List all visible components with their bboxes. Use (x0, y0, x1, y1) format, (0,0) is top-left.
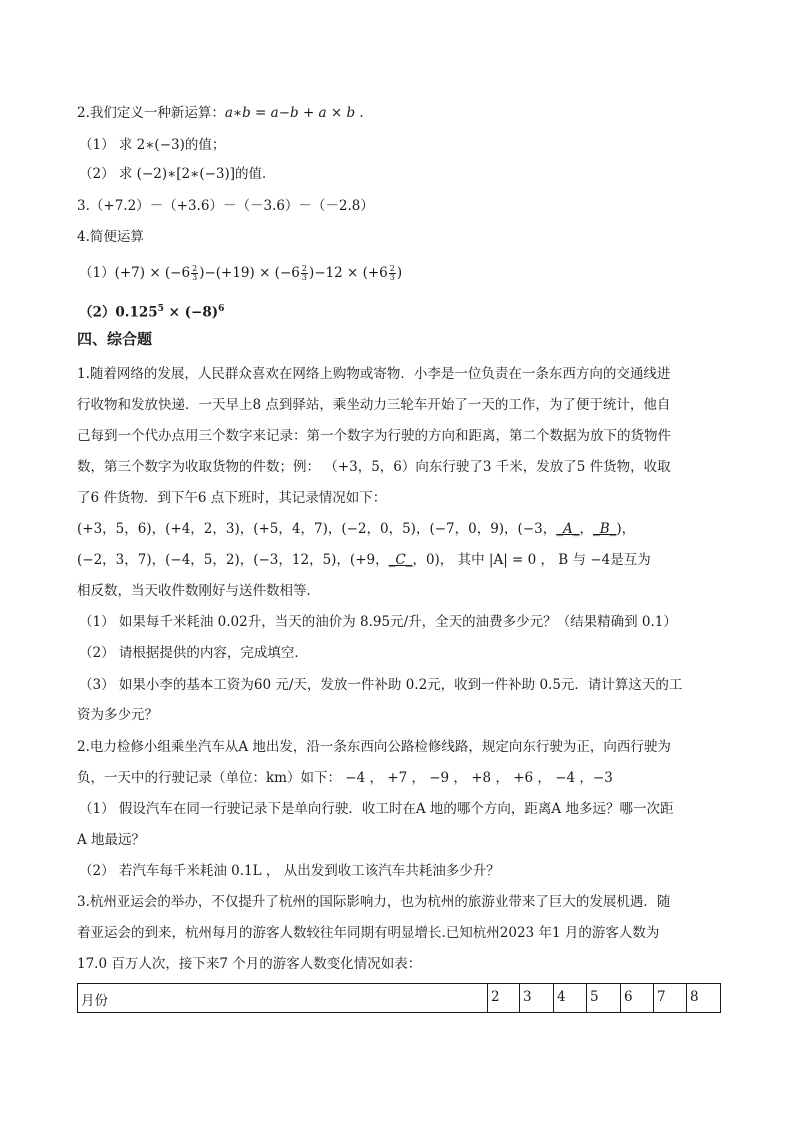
fraction-numerator: 2 (389, 264, 395, 273)
table-cell: 4 (554, 984, 587, 1013)
record-text: (+3，5，6)，(+4，2，3)，(+5，4，7)，(−2，0，5)，(−7，0，9)，(−3， (77, 521, 557, 537)
expr-part-a: （1）(+7) × (−6 (79, 265, 191, 281)
exponent: 6 (218, 304, 225, 314)
question-4-part-1 (79, 260, 402, 286)
problem-2-line: 负，一天中的行驶记录（单位：km）如下： −4 ， +7 ， −9 ， +8 ， +6 ， −4 ，−3 (77, 770, 613, 786)
problem-3-line: 17.0 百万人次，接下来7 个月的游客人数变化情况如表： (77, 956, 422, 972)
question-4: 4.简便运算 (77, 229, 144, 245)
fraction-denominator: 3 (389, 273, 395, 282)
period: . (355, 105, 364, 121)
separator: ， (579, 521, 593, 537)
table-cell: 3 (520, 984, 554, 1013)
table-cell: 7 (654, 984, 687, 1013)
fraction-denominator: 3 (192, 273, 198, 282)
problem-1-line: 己每到一个代办点用三个数字来记录：第一个数字为行驶的方向和距离，第二个数据为放下的货物件 (77, 428, 671, 444)
problem-2-part-1-cont: A 地最远？ (77, 832, 146, 848)
record-text: ，0)， 其中 |A| = 0 ， B 与 −4是互为 (412, 552, 651, 568)
problem-2-part-1: （1） 假设汽车在同一行驶记录下是单向行驶．收工时在A 地的哪个方向，距离A 地多远？哪一次距 (79, 801, 674, 817)
table-cell: 8 (687, 984, 721, 1013)
table-cell: 2 (488, 984, 520, 1013)
problem-3-line: 着亚运会的到来，杭州每月的游客人数较往年同期有明显增长.已知杭州2023 年1 月的游客人数为 (77, 925, 660, 941)
question-4-part-2 (79, 300, 224, 322)
fraction-denominator: 3 (301, 273, 307, 282)
problem-1-part-2: （2） 请根据提供的内容，完成填空． (79, 645, 308, 661)
exponent: 5 (157, 304, 164, 314)
question-2-stem (77, 104, 364, 122)
question-2-part-1: （1） 求 2∗(−3)的值； (79, 137, 226, 153)
expr-base: （2）0.125 (79, 304, 158, 321)
problem-2-part-2: （2） 若汽车每千米耗油 0.1L ， 从出发到收工该汽车共耗油多少升？ (79, 863, 500, 879)
problem-1-line: 相反数，当天收件数刚好与送件数相等． (77, 583, 320, 599)
blank-b: _B_ (592, 521, 617, 537)
record-list-line-1 (77, 520, 635, 538)
question-3: 3.（+7.2）－（+3.6）－（－3.6）－（－2.8） (77, 198, 374, 214)
problem-2-line: 2.电力检修小组乘坐汽车从A 地出发，沿一条东西向公路检修线路，规定向东行驶为正，向西行驶为 (77, 739, 671, 755)
problem-1-line: 数，第三个数字为收取货物的件数；例： （+3，5，6）向东行驶了3 千米，发放了5 件货物，收取 (77, 459, 671, 475)
question-2-text: 2.我们定义一种新运算： (77, 105, 225, 121)
blank-c: _C_ (388, 552, 413, 568)
problem-3-line: 3.杭州亚运会的举办，不仅提升了杭州的国际影响力，也为杭州的旅游业带来了巨大的发展机遇．随 (77, 894, 671, 910)
question-2-part-2: （2） 求 (−2)∗[2∗(−3)]的值． (79, 166, 276, 182)
problem-1-part-1: （1） 如果每千米耗油 0.02升，当天的油价为 8.95元/升，全天的油费多少元？（结果精确到 0.1） (79, 614, 677, 630)
record-list-line-2 (77, 551, 651, 569)
fraction-numerator: 2 (301, 264, 307, 273)
problem-1-line: 1.随着网络的发展，人民群众喜欢在网络上购物或寄物．小李是一位负责在一条东西方向的交通线进 (77, 366, 671, 382)
fraction-two-thirds (301, 265, 308, 282)
operation-definition: a∗b = a−b + a × b (224, 105, 356, 121)
problem-1-line: 了6 件货物．到下午6 点下班时，其记录情况如下： (77, 490, 387, 506)
problem-1-part-3-cont: 资为多少元？ (77, 707, 158, 723)
record-text: (−2，3，7)，(−4，5，2)，(−3，12，5)，(+9， (77, 552, 389, 568)
blank-a: _A_ (556, 521, 580, 537)
expr-part-b: )−(+19) × (−6 (199, 265, 300, 281)
fraction-two-thirds (389, 265, 396, 282)
expr-part-c: )−12 × (+6 (308, 265, 388, 281)
table-row (78, 984, 721, 1013)
problem-1-line: 行收物和发放快递．一天早上8 点到驿站，乘坐动力三轮车开始了一天的工作，为了便于统计，他自 (77, 397, 671, 413)
expr-base: × (−8) (163, 304, 219, 321)
fraction-two-thirds (191, 265, 198, 282)
record-text: )， (616, 521, 636, 537)
section-header: 四、综合题 (77, 330, 153, 348)
table-header-cell: 月份 (78, 984, 488, 1013)
expr-part-d: ) (396, 265, 403, 281)
table-cell: 5 (587, 984, 621, 1013)
problem-1-part-3: （3） 如果小李的基本工资为60 元/天，发放一件补助 0.2元，收到一件补助 0.5元．请计算这天的工 (79, 677, 683, 693)
table-cell: 6 (621, 984, 654, 1013)
visitor-table (77, 983, 721, 1013)
fraction-numerator: 2 (192, 264, 198, 273)
